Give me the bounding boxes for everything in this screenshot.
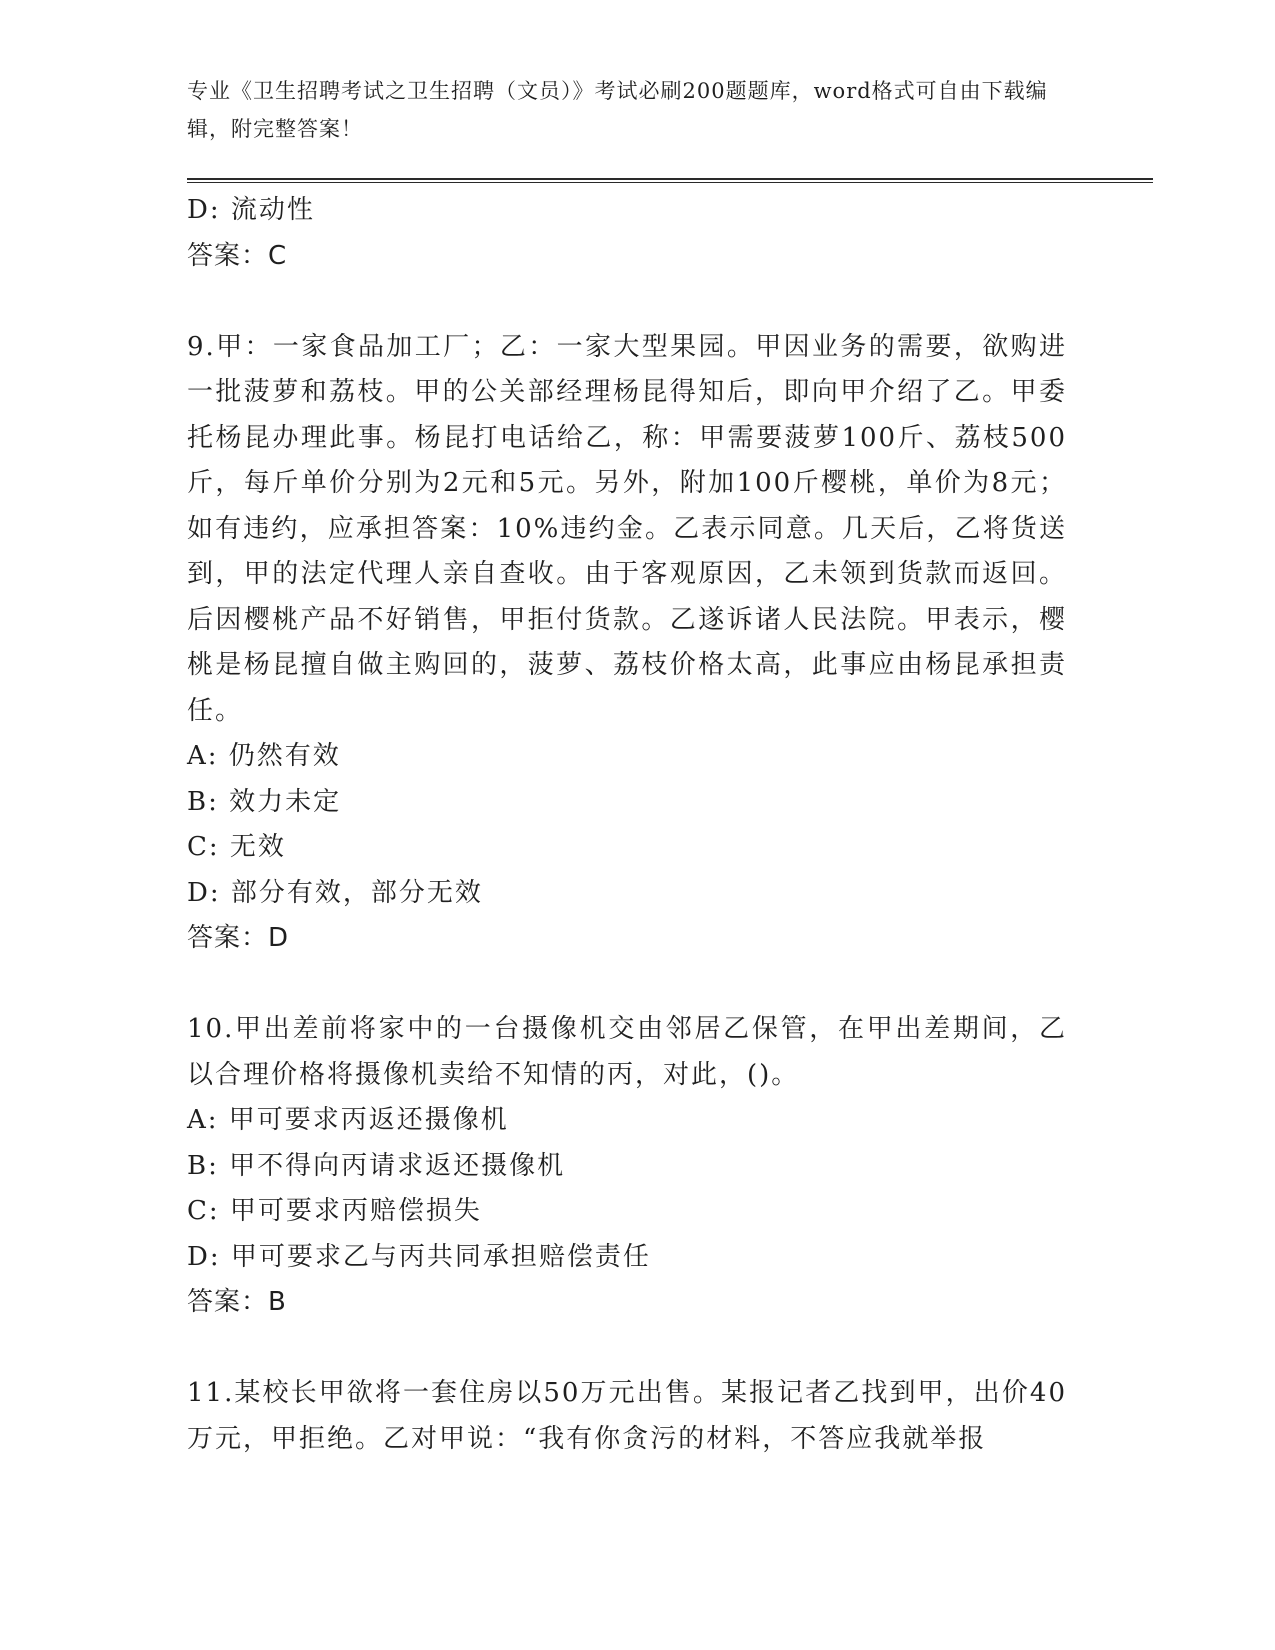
- answer-line: 答案：C: [187, 240, 288, 271]
- question-10-option-a: A: 甲可要求丙返还摄像机: [187, 1105, 509, 1135]
- header-rule-thick: [187, 178, 1153, 180]
- spacer: [187, 1326, 1067, 1372]
- option-d: D: 流动性: [187, 195, 315, 225]
- question-10-option-b: B: 甲不得向丙请求返还摄像机: [187, 1150, 566, 1181]
- question-9-stem: 9.甲：一家食品加工厂；乙：一家大型果园。甲因业务的需要，欲购进一批菠萝和荔枝。甲的公关部经理杨昆得知后，即向甲介绍了乙。甲委托杨昆办理此事。杨昆打电话给乙，称：甲需要菠萝100斤、荔枝500斤，每斤单价分别为2元和5元。另外，附加100斤樱桃，单价为8元；如有违约，应承担答案：10%违约金。乙表示同意。几天后，乙将货送到，甲的法定代理人亲自查收。由于客观原因，乙未领到货款而返回。后因樱桃产品不好销售，甲拒付货款。乙遂诉诸人民法院。甲表示，樱桃是杨昆擅自做主购回的，菠萝、荔枝价格太高，此事应由杨昆承担责任。: [187, 331, 1067, 726]
- question-10-option-d: D: 甲可要求乙与丙共同承担赔偿责任: [187, 1241, 651, 1272]
- question-10-stem: 10.甲出差前将家中的一台摄像机交由邻居乙保管，在甲出差期间，乙以合理价格将摄像机卖给不知情的丙，对此，()。: [187, 1014, 1067, 1090]
- document-body: [187, 188, 1067, 1462]
- question-9-option-b: B: 效力未定: [187, 786, 342, 817]
- question-9-option-d: D: 部分有效，部分无效: [187, 877, 483, 908]
- question-10-option-c: C: 甲可要求丙赔偿损失: [187, 1196, 482, 1226]
- question-11-stem: 11.某校长甲欲将一套住房以50万元出售。某报记者乙找到甲，出价40万元，甲拒绝。乙对甲说：“我有你贪污的材料，不答应我就举报: [187, 1378, 1067, 1454]
- question-9-answer: 答案：D: [187, 923, 290, 953]
- spacer: [187, 279, 1067, 325]
- question-10-answer: 答案：B: [187, 1287, 287, 1317]
- question-9-option-c: C: 无效: [187, 832, 286, 862]
- question-9-option-a: A: 仍然有效: [187, 741, 341, 771]
- spacer: [187, 962, 1067, 1008]
- document-header: 专业《卫生招聘考试之卫生招聘（文员）》考试必刷200题题库，word格式可自由下载编辑，附完整答案！: [187, 79, 1048, 141]
- header-rule-thin: [187, 182, 1153, 183]
